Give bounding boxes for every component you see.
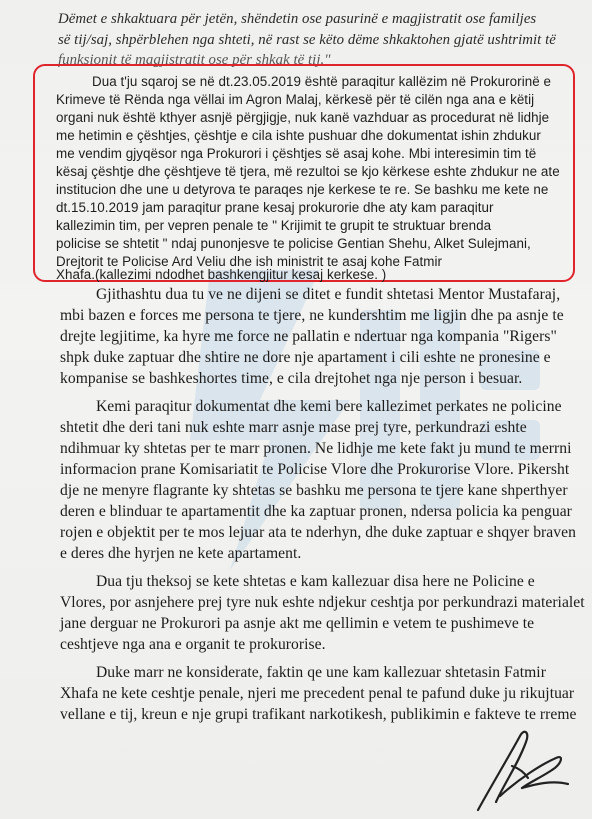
boxed-text-line: me vendim gjyqësor nga Prokurori i çështjes së asaj kohe. Mbi interesimin tim të [56,146,537,161]
boxed-text-line: Dua t'ju sqaroj se në dt.23.05.2019 është paraqitur kallëzim në Prokurorinë e [92,74,551,89]
text-line: jane derguar ne Prokurori pa asnje akt me qellimin e vetem te pushimeve te [60,615,535,632]
text-line: dje ne menyre flagrante ky shtetas se bashku me persona te tjere kane shperthyer [60,482,568,499]
text-line: drejte legjitime, ka hyre me force ne pallatin e ndertuar nga kompania "Rigers" [60,328,557,345]
boxed-text-line: kësaj çështje dhe çështjeve të tjera, më rezultoi se kjo kërkese eshte zhdukur ne ate [56,164,560,179]
text-line: Dëmet e shkaktuara për jetën, shëndetin ose pasurinë e magjistratit ose familjes [58,11,537,27]
text-line: ceshtjeve nga ana e organit te prokurorise. [60,636,326,653]
boxed-text-line: Krimeve të Rënda nga vëllai im Agron Malaj, kërkesë për të cilën nga ana e këtij [56,92,535,107]
boxed-text-line: Xhafa.(kallezimi ndodhet bashkengjitur kesaj kerkese. ) [56,267,387,282]
boxed-text-line: dt.15.10.2019 jam paraqitur prane kesaj prokurorie dhe aty kam paraqitur [56,200,494,215]
text-line: Kemi paraqitur dokumentat dhe kemi bere kallezimet perkates ne policine [96,398,562,415]
boxed-text-line: institucion dhe une u detyrova te paraqes nje kerkese te re. Se bashku me kete ne [56,182,549,197]
boxed-text-line: Drejtorit te Policise Ard Veliu dhe ish ministrit te asaj kohe Fatmir [56,254,442,269]
boxed-text-line: policise se shtetit " ndaj punonjesve te policise Gentian Shehu, Alket Sulejmani, [56,236,531,251]
text-line: Gjithashtu dua tu ve ne dijeni se ditet e fundit shtetasi Mentor Mustafaraj, [96,286,561,303]
text-line: mbi bazen e forces me persona te tjere, ne kundershtim me ligjin dhe pa asnje te [60,307,564,324]
boxed-text-line: kallezimin tim, per vepren penale te " Krijimit te grupit te struktuar brenda [56,218,492,233]
text-line: së tij/saj, shpërblehen nga shteti, në rast se këto dëme shkaktohen gjatë ushtrimit të [58,32,556,48]
boxed-text-line: organi nuk është kthyer asnjë përgjigje, nuk kanë vazhduar as procedurat në lidhje [56,110,550,125]
text-line: Dua tju theksoj se kete shtetas e kam kallezuar disa here ne Policine e [96,573,535,590]
text-line: kompanise se bashkeshortes time, e cila drejtohet nga nje person i besuar. [60,370,523,387]
text-line: informacion prane Komisariatit te Policise Vlore dhe Prokurorise Vlore. Pikersht [60,461,570,478]
text-line: ndihmuar ky shtetas per te marr pronen. Ne lidhje me kete fakt ju mund te merrni [60,440,572,457]
text-line: funksionit të magjistratit ose për shkak të tij." [58,52,331,68]
boxed-text-line: me hetimin e çështjes, çështje e cila ishte pushuar dhe dokumentat ishin zhdukur [56,128,541,143]
text-line: Duke marr ne konsiderate, faktin qe une kam kallezuar shtetasin Fatmir [96,664,546,681]
text-line: deren e blinduar te apartamentit dhe ka zaptuar pronen, ndersa policia ka penguar [60,503,572,520]
text-line: shpk duke zaptuar dhe shtire ne dore nje apartament i cili eshte ne pronesine e [60,349,551,366]
text-line: shtetit dhe deri tani nuk eshte marr asnje mase prej tyre, perkundrazi eshte [60,419,527,436]
signature-icon [460,718,580,818]
text-line: vellane e tij, kreun e nje grupi trafikant narkotikesh, publikimin e fakteve te rreme [60,706,577,723]
text-line: rojen e objektit per te mos lejuar ata te nderhyn, dhe duke zaptuar e shqyer braven [60,524,576,541]
text-line: Xhafa ne kete ceshtje penale, njeri me precedent penal te pafund duke ju rikujtuar [60,685,575,702]
text-line: e deres dhe hyrjen ne kete apartament. [60,545,302,562]
text-line: Vlores, por asnjehere prej tyre nuk eshte ndjekur ceshtja por perkundrazi materialet [60,594,585,611]
